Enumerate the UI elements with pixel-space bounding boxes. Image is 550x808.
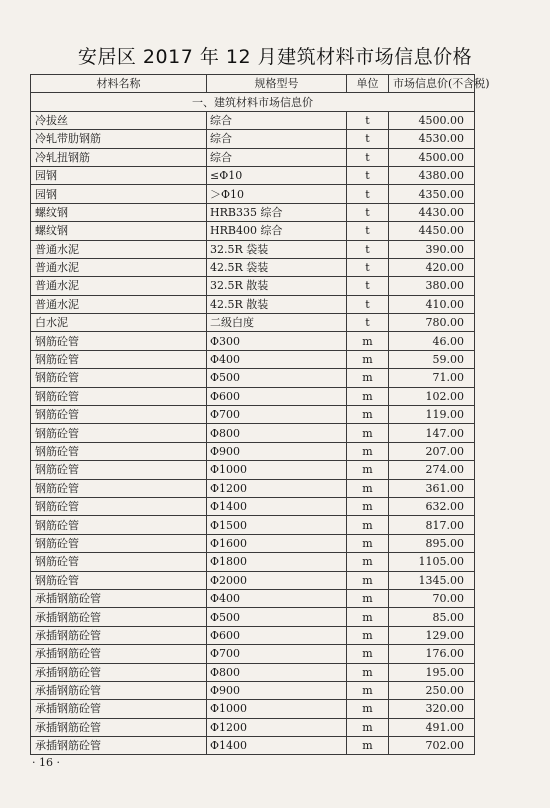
material-name-cell: 钢筋砼管 (31, 553, 207, 571)
unit-cell: m (347, 479, 389, 497)
spec-cell: Φ1000 (207, 461, 347, 479)
material-name-cell: 钢筋砼管 (31, 461, 207, 479)
price-cell: 632.00 (389, 497, 475, 515)
spec-cell: Φ900 (207, 442, 347, 460)
price-table (30, 74, 490, 755)
price-cell: 320.00 (389, 700, 475, 718)
table-row (31, 314, 475, 332)
material-name-cell: 冷拔丝 (31, 111, 207, 129)
table-row (31, 645, 475, 663)
price-cell: 780.00 (389, 314, 475, 332)
table-row (31, 222, 475, 240)
price-cell: 59.00 (389, 350, 475, 368)
material-name-cell: 普通水泥 (31, 240, 207, 258)
table-row (31, 608, 475, 626)
price-cell: 250.00 (389, 681, 475, 699)
material-name-cell: 钢筋砼管 (31, 424, 207, 442)
section-heading: 一、建筑材料市场信息价 (31, 93, 475, 111)
material-name-cell: 普通水泥 (31, 295, 207, 313)
spec-cell: Φ500 (207, 369, 347, 387)
material-name-cell: 钢筋砼管 (31, 369, 207, 387)
unit-cell: t (347, 295, 389, 313)
material-name-cell: 承插钢筋砼管 (31, 700, 207, 718)
table-row (31, 332, 475, 350)
material-name-cell: 钢筋砼管 (31, 387, 207, 405)
spec-cell: Φ1800 (207, 553, 347, 571)
material-name-cell: 普通水泥 (31, 277, 207, 295)
price-cell: 1345.00 (389, 571, 475, 589)
unit-cell: m (347, 369, 389, 387)
unit-cell: m (347, 350, 389, 368)
unit-cell: m (347, 332, 389, 350)
price-cell: 46.00 (389, 332, 475, 350)
unit-cell: t (347, 240, 389, 258)
material-name-cell: 冷轧带肋钢筋 (31, 130, 207, 148)
spec-cell: 32.5R 散装 (207, 277, 347, 295)
table-row (31, 479, 475, 497)
table-row (31, 295, 475, 313)
spec-cell: Φ600 (207, 387, 347, 405)
unit-cell: t (347, 166, 389, 184)
table-row (31, 718, 475, 736)
table-row (31, 737, 475, 755)
material-name-cell: 钢筋砼管 (31, 406, 207, 424)
price-cell: 4500.00 (389, 148, 475, 166)
spec-cell: 二级白度 (207, 314, 347, 332)
price-cell: 207.00 (389, 442, 475, 460)
price-cell: 85.00 (389, 608, 475, 626)
price-cell: 380.00 (389, 277, 475, 295)
material-name-cell: 钢筋砼管 (31, 479, 207, 497)
price-cell: 1105.00 (389, 553, 475, 571)
table-row (31, 424, 475, 442)
table-row (31, 185, 475, 203)
material-name-cell: 钢筋砼管 (31, 534, 207, 552)
spec-cell: 综合 (207, 111, 347, 129)
spec-cell: Φ1000 (207, 700, 347, 718)
material-name-cell: 钢筋砼管 (31, 497, 207, 515)
table-row (31, 111, 475, 129)
price-cell: 4530.00 (389, 130, 475, 148)
price-cell: 491.00 (389, 718, 475, 736)
table-row (31, 442, 475, 460)
unit-cell: m (347, 737, 389, 755)
spec-cell: 综合 (207, 130, 347, 148)
table-row (31, 626, 475, 644)
spec-cell: Φ500 (207, 608, 347, 626)
material-name-cell: 承插钢筋砼管 (31, 645, 207, 663)
spec-cell: ≤Φ10 (207, 166, 347, 184)
table-row (31, 387, 475, 405)
unit-cell: t (347, 314, 389, 332)
price-cell: 102.00 (389, 387, 475, 405)
price-cell: 4450.00 (389, 222, 475, 240)
material-name-cell: 钢筋砼管 (31, 350, 207, 368)
price-cell: 4430.00 (389, 203, 475, 221)
table-row (31, 277, 475, 295)
material-name-cell: 承插钢筋砼管 (31, 737, 207, 755)
spec-cell: Φ800 (207, 663, 347, 681)
table-row (31, 166, 475, 184)
material-name-cell: 园钢 (31, 166, 207, 184)
unit-cell: m (347, 571, 389, 589)
page-number: · 16 · (32, 756, 60, 769)
table-row (31, 700, 475, 718)
material-name-cell: 螺纹钢 (31, 203, 207, 221)
price-cell: 274.00 (389, 461, 475, 479)
header-spec: 规格型号 (207, 75, 347, 93)
spec-cell: Φ700 (207, 406, 347, 424)
unit-cell: t (347, 277, 389, 295)
table-row (31, 258, 475, 276)
table-row (31, 148, 475, 166)
page-title: 安居区 2017 年 12 月建筑材料市场信息价格 (77, 46, 473, 68)
unit-cell: m (347, 406, 389, 424)
unit-cell: m (347, 700, 389, 718)
spec-cell: Φ400 (207, 350, 347, 368)
price-cell: 702.00 (389, 737, 475, 755)
material-name-cell: 承插钢筋砼管 (31, 608, 207, 626)
spec-cell: HRB335 综合 (207, 203, 347, 221)
spec-cell: Φ400 (207, 589, 347, 607)
price-cell: 195.00 (389, 663, 475, 681)
spec-cell: Φ300 (207, 332, 347, 350)
unit-cell: m (347, 681, 389, 699)
material-name-cell: 承插钢筋砼管 (31, 626, 207, 644)
table-row (31, 203, 475, 221)
price-cell: 147.00 (389, 424, 475, 442)
material-name-cell: 普通水泥 (31, 258, 207, 276)
unit-cell: t (347, 258, 389, 276)
price-cell: 4380.00 (389, 166, 475, 184)
unit-cell: m (347, 718, 389, 736)
unit-cell: m (347, 645, 389, 663)
material-name-cell: 承插钢筋砼管 (31, 718, 207, 736)
unit-cell: m (347, 553, 389, 571)
unit-cell: t (347, 203, 389, 221)
price-cell: 4500.00 (389, 111, 475, 129)
price-cell: 390.00 (389, 240, 475, 258)
table-row (31, 130, 475, 148)
unit-cell: m (347, 461, 389, 479)
table-row (31, 681, 475, 699)
price-cell: 817.00 (389, 516, 475, 534)
price-cell: 119.00 (389, 406, 475, 424)
spec-cell: Φ1500 (207, 516, 347, 534)
spec-cell: 42.5R 散装 (207, 295, 347, 313)
section-row (31, 93, 475, 111)
price-cell: 420.00 (389, 258, 475, 276)
table-row (31, 406, 475, 424)
material-name-cell: 园钢 (31, 185, 207, 203)
material-name-cell: 钢筋砼管 (31, 332, 207, 350)
unit-cell: t (347, 130, 389, 148)
price-cell: 410.00 (389, 295, 475, 313)
table-row (31, 497, 475, 515)
table-row (31, 516, 475, 534)
unit-cell: m (347, 626, 389, 644)
unit-cell: m (347, 589, 389, 607)
table-row (31, 589, 475, 607)
spec-cell: Φ800 (207, 424, 347, 442)
spec-cell: Φ1200 (207, 479, 347, 497)
material-name-cell: 承插钢筋砼管 (31, 681, 207, 699)
material-name-cell: 冷轧扭钢筋 (31, 148, 207, 166)
spec-cell: Φ1400 (207, 497, 347, 515)
material-name-cell: 承插钢筋砼管 (31, 589, 207, 607)
spec-cell: ＞Φ10 (207, 185, 347, 203)
spec-cell: 32.5R 袋装 (207, 240, 347, 258)
price-cell: 176.00 (389, 645, 475, 663)
unit-cell: m (347, 516, 389, 534)
material-name-cell: 白水泥 (31, 314, 207, 332)
unit-cell: t (347, 148, 389, 166)
header-price: 市场信息价(不含税) (389, 75, 475, 93)
price-cell: 70.00 (389, 589, 475, 607)
material-name-cell: 螺纹钢 (31, 222, 207, 240)
unit-cell: m (347, 387, 389, 405)
table-row (31, 240, 475, 258)
price-cell: 4350.00 (389, 185, 475, 203)
unit-cell: m (347, 442, 389, 460)
material-name-cell: 钢筋砼管 (31, 442, 207, 460)
table-row (31, 571, 475, 589)
unit-cell: t (347, 111, 389, 129)
spec-cell: Φ1600 (207, 534, 347, 552)
price-cell: 895.00 (389, 534, 475, 552)
unit-cell: t (347, 185, 389, 203)
spec-cell: Φ900 (207, 681, 347, 699)
unit-cell: m (347, 424, 389, 442)
spec-cell: Φ2000 (207, 571, 347, 589)
table-header-row (31, 75, 475, 93)
table-row (31, 553, 475, 571)
spec-cell: Φ1400 (207, 737, 347, 755)
unit-cell: m (347, 608, 389, 626)
header-material-name: 材料名称 (31, 75, 207, 93)
spec-cell: Φ700 (207, 645, 347, 663)
material-name-cell: 钢筋砼管 (31, 516, 207, 534)
table-row (31, 461, 475, 479)
unit-cell: m (347, 497, 389, 515)
table-row (31, 534, 475, 552)
unit-cell: m (347, 663, 389, 681)
price-cell: 71.00 (389, 369, 475, 387)
table-row (31, 369, 475, 387)
price-cell: 361.00 (389, 479, 475, 497)
header-unit: 单位 (347, 75, 389, 93)
table-body (31, 111, 475, 755)
spec-cell: 综合 (207, 148, 347, 166)
spec-cell: Φ600 (207, 626, 347, 644)
spec-cell: HRB400 综合 (207, 222, 347, 240)
spec-cell: 42.5R 袋装 (207, 258, 347, 276)
price-cell: 129.00 (389, 626, 475, 644)
spec-cell: Φ1200 (207, 718, 347, 736)
unit-cell: t (347, 222, 389, 240)
table-row (31, 350, 475, 368)
unit-cell: m (347, 534, 389, 552)
material-name-cell: 钢筋砼管 (31, 571, 207, 589)
table-row (31, 663, 475, 681)
material-name-cell: 承插钢筋砼管 (31, 663, 207, 681)
